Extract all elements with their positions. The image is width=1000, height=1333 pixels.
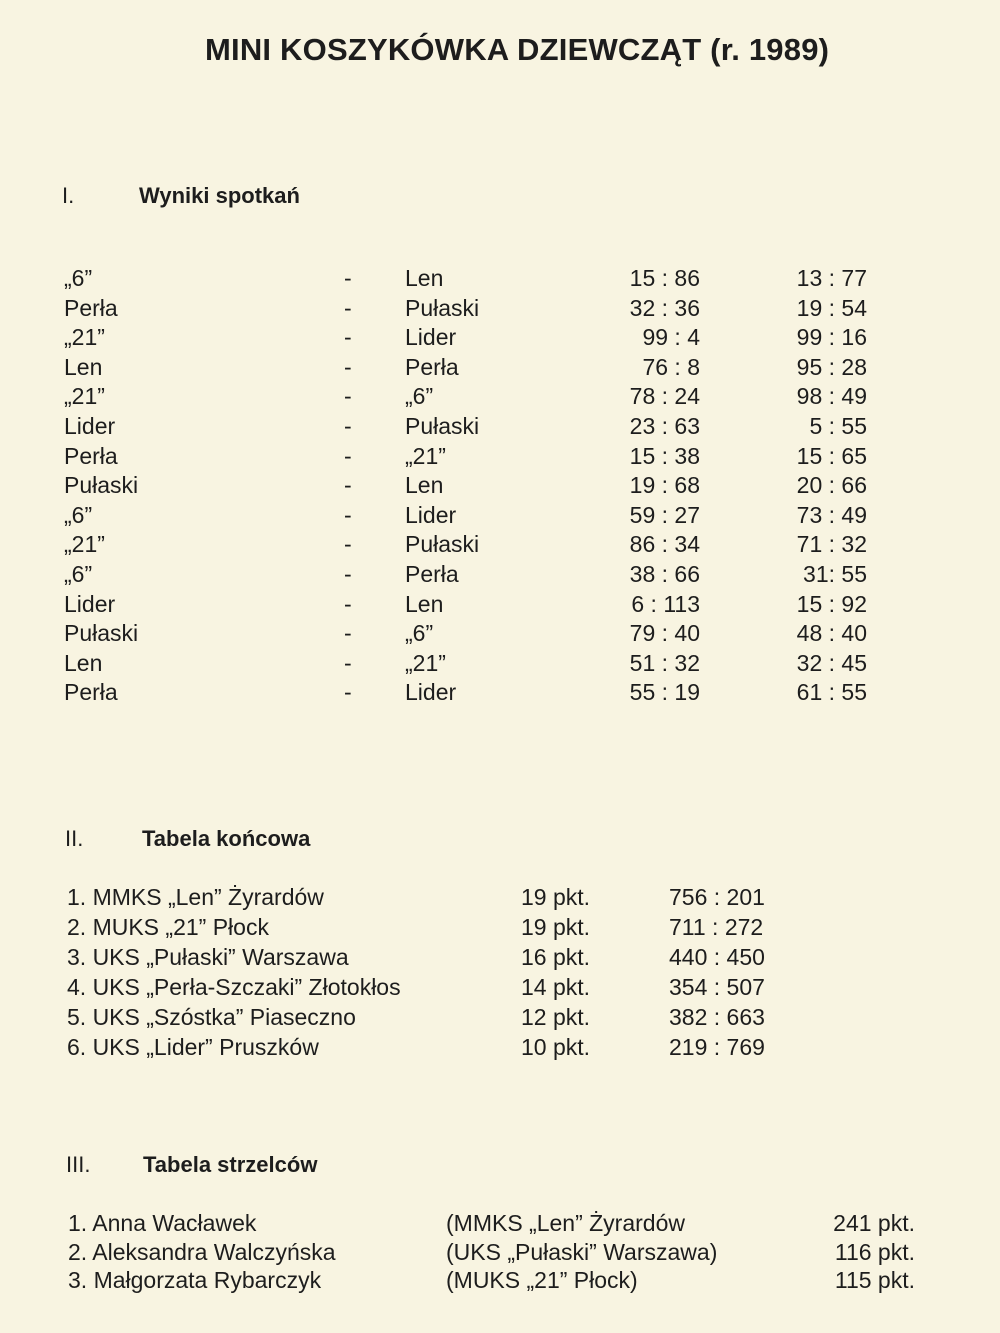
team-points: 12 pkt. (521, 1004, 591, 1030)
scorer-points: 241 pkt. (833, 1210, 915, 1236)
team-baskets: 219 : 769 (669, 1034, 765, 1060)
score-first-round: 6 : 113 (631, 590, 700, 617)
scorer-name: 3. Małgorzata Rybarczyk (68, 1267, 322, 1293)
standings-row (0, 884, 1000, 913)
team-points: 19 pkt. (521, 914, 591, 940)
score-second-round: 15 : 92 (796, 590, 867, 617)
team-baskets: 440 : 450 (669, 944, 765, 970)
separator: - (344, 472, 352, 499)
team-baskets: 382 : 663 (669, 1004, 765, 1030)
score-second-round: 13 : 77 (796, 265, 867, 291)
match-row (0, 620, 1000, 649)
separator: - (344, 590, 352, 617)
scorer-row (0, 1267, 1000, 1296)
scorer-club: (MUKS „21” Płock) (446, 1267, 638, 1293)
score-second-round: 95 : 28 (796, 353, 867, 380)
score-first-round: 19 : 68 (629, 472, 700, 499)
scorer-club: (MMKS „Len” Żyrardów (446, 1210, 685, 1236)
separator: - (344, 324, 352, 351)
score-second-round: 48 : 40 (796, 620, 867, 647)
team-points: 16 pkt. (521, 944, 591, 970)
separator: - (344, 383, 352, 410)
team-name: 3. UKS „Pułaski” Warszawa (67, 944, 349, 970)
score-second-round: 5 : 55 (809, 413, 867, 439)
away-team: Len (405, 472, 444, 499)
score-first-round: 15 : 38 (629, 442, 700, 469)
score-first-round: 59 : 27 (629, 501, 700, 528)
away-team: „21” (405, 442, 446, 469)
scorer-name: 1. Anna Wacławek (68, 1210, 257, 1236)
match-row (0, 383, 1000, 412)
away-team: „6” (405, 620, 434, 647)
score-second-round: 19 : 54 (796, 294, 867, 321)
away-team: Lider (405, 501, 457, 528)
section-scorers-heading (66, 1152, 466, 1182)
home-team: Perła (64, 679, 118, 706)
match-row (0, 354, 1000, 383)
score-first-round: 51 : 32 (629, 649, 700, 676)
score-first-round: 32 : 36 (629, 294, 700, 321)
team-points: 10 pkt. (521, 1034, 591, 1060)
separator: - (344, 294, 352, 321)
separator: - (344, 620, 352, 647)
match-row (0, 324, 1000, 353)
match-row (0, 472, 1000, 501)
match-row (0, 591, 1000, 620)
separator: - (344, 413, 352, 439)
team-points: 14 pkt. (521, 974, 591, 1000)
away-team: „6” (405, 383, 434, 410)
separator: - (344, 265, 352, 291)
home-team: Lider (64, 413, 116, 439)
home-team: „6” (64, 501, 93, 528)
scorer-points: 115 pkt. (834, 1267, 915, 1293)
match-row (0, 679, 1000, 708)
standings-row (0, 914, 1000, 943)
home-team: Lider (64, 590, 116, 617)
score-first-round: 99 : 4 (642, 324, 700, 351)
team-baskets: 354 : 507 (669, 974, 765, 1000)
score-second-round: 20 : 66 (796, 472, 867, 499)
match-row (0, 531, 1000, 560)
home-team: „21” (64, 531, 105, 558)
home-team: Pułaski (64, 472, 139, 499)
section-number: III. (66, 1152, 91, 1177)
team-name: 2. MUKS „21” Płock (67, 914, 269, 940)
section-title: Tabela strzelców (143, 1152, 318, 1177)
page-title: MINI KOSZYKÓWKA DZIEWCZĄT (r. 1989) (205, 32, 830, 67)
team-name: 6. UKS „Lider” Pruszków (67, 1034, 319, 1060)
score-second-round: 61 : 55 (796, 679, 867, 706)
team-name: 5. UKS „Szóstka” Piaseczno (67, 1004, 356, 1030)
standings-row (0, 1004, 1000, 1033)
score-first-round: 23 : 63 (629, 413, 700, 439)
section-number: II. (65, 826, 84, 851)
score-second-round: 31: 55 (803, 561, 867, 587)
away-team: Len (405, 265, 444, 291)
score-first-round: 86 : 34 (629, 531, 700, 558)
away-team: Lider (405, 679, 457, 706)
home-team: Perła (64, 294, 118, 321)
home-team: „6” (64, 561, 93, 587)
section-results-heading (62, 183, 462, 213)
separator: - (344, 531, 352, 558)
separator: - (344, 561, 352, 587)
team-baskets: 711 : 272 (669, 914, 764, 940)
home-team: „21” (64, 324, 105, 351)
scorer-name: 2. Aleksandra Walczyńska (68, 1238, 336, 1265)
score-second-round: 71 : 32 (796, 531, 867, 558)
team-name: 1. MMKS „Len” Żyrardów (67, 884, 324, 910)
team-baskets: 756 : 201 (669, 884, 765, 910)
section-title: Wyniki spotkań (139, 183, 300, 208)
match-row (0, 265, 1000, 294)
home-team: „21” (64, 383, 105, 410)
standings-row (0, 1034, 1000, 1063)
score-first-round: 55 : 19 (629, 679, 700, 706)
home-team: Pułaski (64, 620, 139, 647)
away-team: Len (405, 590, 444, 617)
standings-row (0, 944, 1000, 973)
match-row (0, 502, 1000, 531)
score-second-round: 32 : 45 (796, 649, 867, 676)
team-points: 19 pkt. (521, 884, 591, 910)
away-team: Pułaski (405, 531, 480, 558)
away-team: Lider (405, 324, 457, 351)
match-row (0, 295, 1000, 324)
away-team: Perła (405, 353, 459, 380)
separator: - (344, 501, 352, 528)
standings-row (0, 974, 1000, 1003)
score-first-round: 15 : 86 (629, 265, 700, 291)
score-second-round: 99 : 16 (796, 324, 867, 351)
home-team: Len (64, 353, 103, 380)
score-second-round: 15 : 65 (796, 442, 867, 469)
score-second-round: 73 : 49 (796, 501, 867, 528)
scorer-row (0, 1210, 1000, 1239)
away-team: Pułaski (405, 294, 480, 321)
away-team: „21” (405, 649, 446, 676)
score-first-round: 79 : 40 (629, 620, 700, 647)
score-first-round: 76 : 8 (642, 353, 700, 380)
separator: - (344, 649, 352, 676)
home-team: Perła (64, 442, 118, 469)
match-row (0, 413, 1000, 442)
team-name: 4. UKS „Perła-Szczaki” Złotokłos (67, 974, 401, 1000)
match-row (0, 443, 1000, 472)
home-team: Len (64, 649, 103, 676)
scorer-club: (UKS „Pułaski” Warszawa) (446, 1238, 718, 1265)
score-first-round: 38 : 66 (629, 561, 700, 587)
away-team: Pułaski (405, 413, 480, 439)
separator: - (344, 679, 352, 706)
separator: - (344, 442, 352, 469)
scorer-points: 116 pkt. (834, 1238, 915, 1265)
section-final-table-heading (65, 826, 465, 856)
score-first-round: 78 : 24 (629, 383, 700, 410)
match-row (0, 561, 1000, 590)
home-team: „6” (64, 265, 93, 291)
scorer-row (0, 1239, 1000, 1268)
section-title: Tabela końcowa (142, 826, 311, 851)
separator: - (344, 353, 352, 380)
away-team: Perła (405, 561, 459, 587)
section-number: I. (62, 183, 75, 208)
match-row (0, 650, 1000, 679)
score-second-round: 98 : 49 (796, 383, 867, 410)
